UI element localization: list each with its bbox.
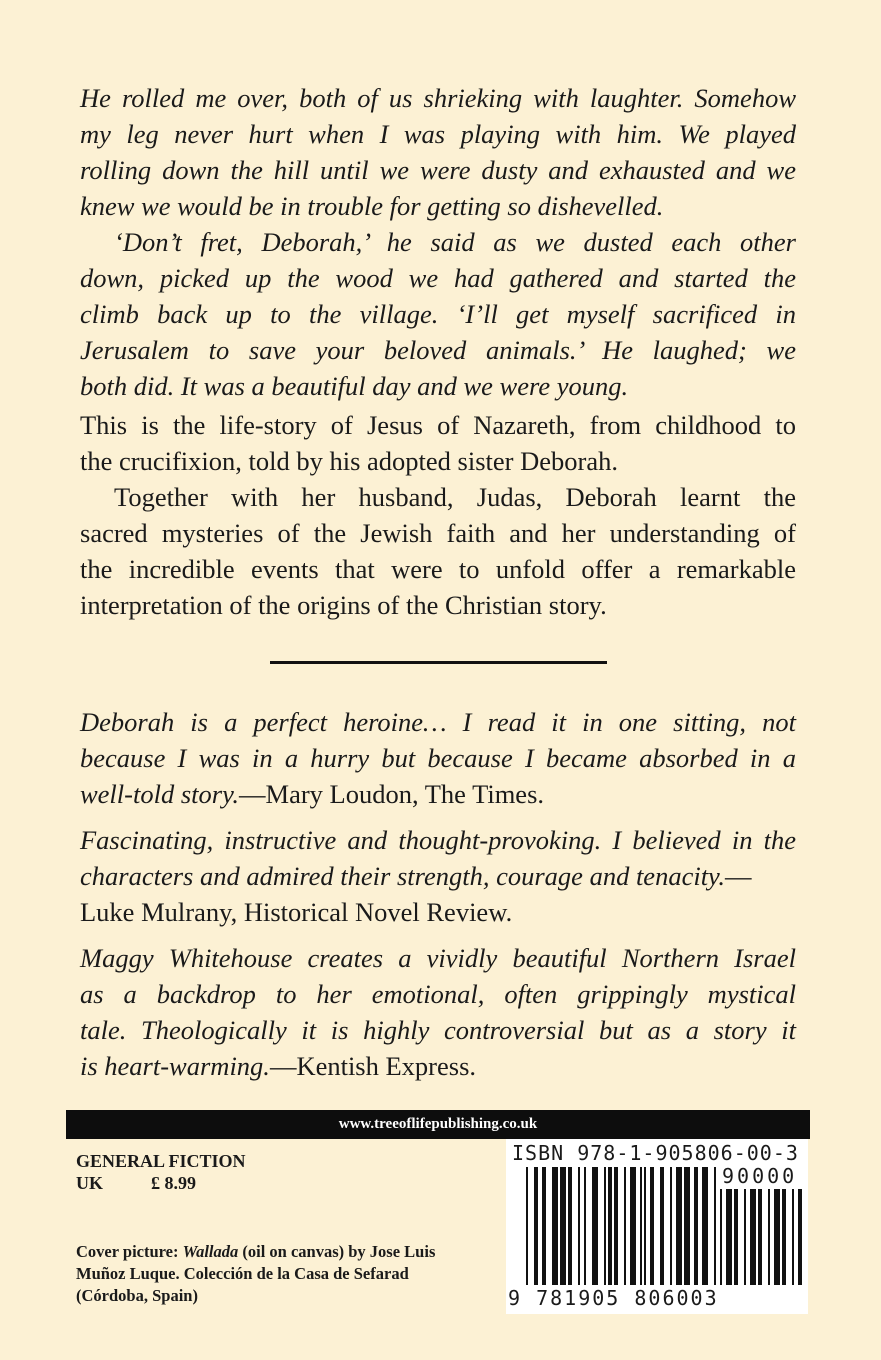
price: £ 8.99: [151, 1173, 196, 1193]
barcode-bar: [734, 1189, 738, 1285]
review-quote-end: characters and admired their strength, courage and tenacity.: [80, 861, 725, 891]
barcode-bar: [660, 1167, 664, 1285]
excerpt-line: knew we would be in trouble for getting so dishevelled.: [80, 191, 664, 221]
excerpt-line: ‘Don’t fret, Deborah,’ he said as we dusted each other: [114, 227, 796, 257]
credit-title: Wallada: [182, 1242, 239, 1261]
review-dash: —: [724, 861, 752, 891]
barcode-bar: [798, 1189, 802, 1285]
review-line: Deborah is a perfect heroine… I read it in one sitting, not: [80, 707, 796, 737]
barcode-bar: [614, 1167, 618, 1285]
region-price: [76, 1172, 246, 1194]
ean-number: 9 781905 806003: [508, 1286, 719, 1310]
blurb-line: sacred mysteries of the Jewish faith and her understanding of: [80, 518, 796, 548]
barcode-bar: [560, 1167, 566, 1285]
category-price: [76, 1150, 246, 1194]
barcode-bar: [750, 1189, 756, 1285]
barcode-bar: [542, 1167, 546, 1285]
review-line: tale. Theologically it is highly controversial but as a story it: [80, 1015, 796, 1045]
credit-line: (Córdoba, Spain): [76, 1286, 198, 1305]
review-kentish: [80, 940, 796, 1084]
barcode-bar: [630, 1167, 636, 1285]
isbn-label: ISBN 978-1-905806-00-3: [512, 1141, 799, 1165]
barcode-bar: [604, 1167, 606, 1285]
barcode-bar: [644, 1167, 646, 1285]
barcode-bar: [608, 1167, 612, 1285]
barcode-bar: [774, 1189, 780, 1285]
barcode-bar: [768, 1189, 770, 1285]
category: GENERAL FICTION: [76, 1151, 246, 1171]
blurb-line: Together with her husband, Judas, Deborah learnt the: [114, 482, 796, 512]
barcode: [506, 1139, 808, 1314]
section-divider: [270, 661, 607, 664]
barcode-bar: [792, 1189, 794, 1285]
barcode-bar: [720, 1189, 722, 1285]
excerpt-line: rolling down the hill until we were dusty and exhausted and we: [80, 155, 796, 185]
credit-line: Muñoz Luque. Colección de la Casa de Sefarad: [76, 1264, 409, 1283]
barcode-bar: [568, 1167, 572, 1285]
barcode-bar: [684, 1167, 690, 1285]
blurb-line: interpretation of the origins of the Christian story.: [80, 590, 607, 620]
barcode-bar: [650, 1167, 654, 1285]
barcode-bar: [592, 1167, 598, 1285]
addon-bars: [720, 1189, 802, 1307]
review-line: [80, 858, 796, 894]
credit-prefix: Cover picture:: [76, 1242, 183, 1261]
barcode-bar: [534, 1167, 538, 1285]
blurb: [80, 407, 796, 623]
review-hnr: [80, 822, 796, 930]
barcode-bar: [670, 1167, 672, 1285]
barcode-bar: [552, 1167, 558, 1285]
credit-rest: (oil on canvas) by Jose Luis: [238, 1242, 436, 1261]
excerpt-line: down, picked up the wood we had gathered and started the: [80, 263, 796, 293]
review-attribution: —Kentish Express.: [269, 1051, 477, 1081]
barcode-bar: [526, 1167, 528, 1285]
barcode-bar: [584, 1167, 586, 1285]
review-line: [80, 776, 796, 812]
excerpt-line: my leg never hurt when I was playing with him. We played: [80, 119, 796, 149]
barcode-bar: [640, 1167, 642, 1285]
review-line: as a backdrop to her emotional, often grippingly mystical: [80, 979, 796, 1009]
excerpt-line: climb back up to the village. ‘I’ll get myself sacrificed in: [80, 299, 796, 329]
barcode-bar: [758, 1189, 762, 1285]
blurb-line: This is the life-story of Jesus of Nazareth, from childhood to: [80, 410, 796, 440]
review-line: [80, 1048, 796, 1084]
barcode-bar: [694, 1167, 698, 1285]
cover-credit: [76, 1241, 476, 1307]
excerpt-line: Jerusalem to save your beloved animals.’ He laughed; we: [80, 335, 796, 365]
publisher-url[interactable]: www.treeoflifepublishing.co.uk: [66, 1110, 810, 1139]
blurb-line: the incredible events that were to unfold offer a remarkable: [80, 554, 796, 584]
blurb-line: the crucifixion, told by his adopted sister Deborah.: [80, 446, 618, 476]
barcode-bar: [714, 1167, 716, 1285]
region: UK: [76, 1173, 103, 1193]
review-line: Maggy Whitehouse creates a vividly beautiful Northern Israel: [80, 943, 796, 973]
excerpt-line: He rolled me over, both of us shrieking with laughter. Somehow: [80, 83, 796, 113]
credit-line: [76, 1241, 476, 1263]
review-line: because I was in a hurry but because I became absorbed in a: [80, 743, 796, 773]
barcode-bar: [676, 1167, 682, 1285]
barcode-bar: [782, 1189, 786, 1285]
review-quote-end: well-told story.: [80, 779, 239, 809]
barcode-bar: [578, 1167, 580, 1285]
barcode-bar: [624, 1167, 626, 1285]
review-attribution: Luke Mulrany, Historical Novel Review.: [80, 897, 513, 927]
barcode-bar: [744, 1189, 746, 1285]
review-quote-end: is heart-warming.: [80, 1051, 270, 1081]
review-attribution: —Mary Loudon, The Times.: [239, 779, 545, 809]
review-line: Fascinating, instructive and thought-provoking. I believed in the: [80, 825, 796, 855]
excerpt-line: both did. It was a beautiful day and we were young.: [80, 371, 629, 401]
barcode-bar: [726, 1189, 732, 1285]
excerpt: [80, 80, 796, 404]
addon-number: 90000: [722, 1164, 798, 1188]
review-times: [80, 704, 796, 812]
barcode-bar: [702, 1167, 708, 1285]
